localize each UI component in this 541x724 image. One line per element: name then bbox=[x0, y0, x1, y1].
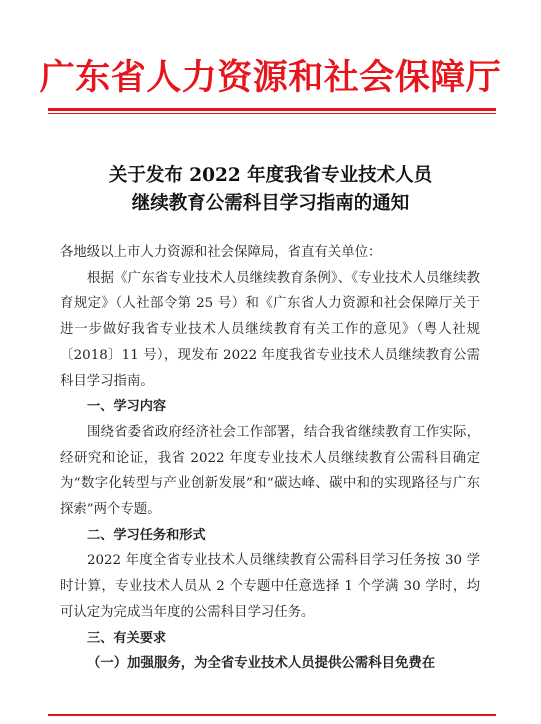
masthead-red-rule bbox=[48, 108, 496, 111]
section-2-paragraph: 2022 年度全省专业技术人员继续教育公需科目学习任务按 30 学时计算，专业技术人员从 2 个专题中任意选择 1 个学满 30 学时，均可认定为完成当年度的公需科目学习任务。 bbox=[60, 553, 480, 620]
section-1-paragraph: 围绕省委省政府经济社会工作部署，结合我省继续教育工作实际，经研究和论证，我省 2022 年度专业技术人员继续教育公需科目确定为“数字化转型与产业创新发展”和“碳达峰、碳中和的实现路径与广东探索”两个专题。 bbox=[60, 424, 480, 518]
section-3-heading: 三、有关要求 bbox=[87, 630, 167, 646]
section-2-heading: 二、学习任务和形式 bbox=[87, 527, 206, 543]
footer-red-rule bbox=[48, 714, 496, 716]
section-3-subitem-1: （一）加强服务，为全省专业技术人员提供公需科目免费在 bbox=[87, 655, 436, 672]
title-line-1: 关于发布 2022 年度我省专业技术人员 bbox=[108, 165, 433, 186]
document-body bbox=[60, 240, 480, 677]
masthead-title: 广东省人力资源和社会保障厅 bbox=[39, 57, 502, 98]
intro-paragraph: 根据《广东省专业技术人员继续教育条例》、《专业技术人员继续教育规定》（人社部令第 25 号）和《广东省人力资源和社会保障厅关于进一步做好我省专业技术人员继续教育有关工作的意见》（粤人社规〔2018〕11 号），现发布 2022 年度我省专业技术人员继续教育公需科目学习指南。 bbox=[60, 270, 480, 389]
document-title bbox=[0, 162, 541, 218]
masthead-thin-rule bbox=[48, 113, 496, 114]
salutation: 各地级以上市人力资源和社会保障局，省直有关单位： bbox=[60, 245, 382, 260]
title-line-2: 继续教育公需科目学习指南的通知 bbox=[131, 193, 410, 214]
section-1-heading: 一、学习内容 bbox=[87, 399, 167, 415]
